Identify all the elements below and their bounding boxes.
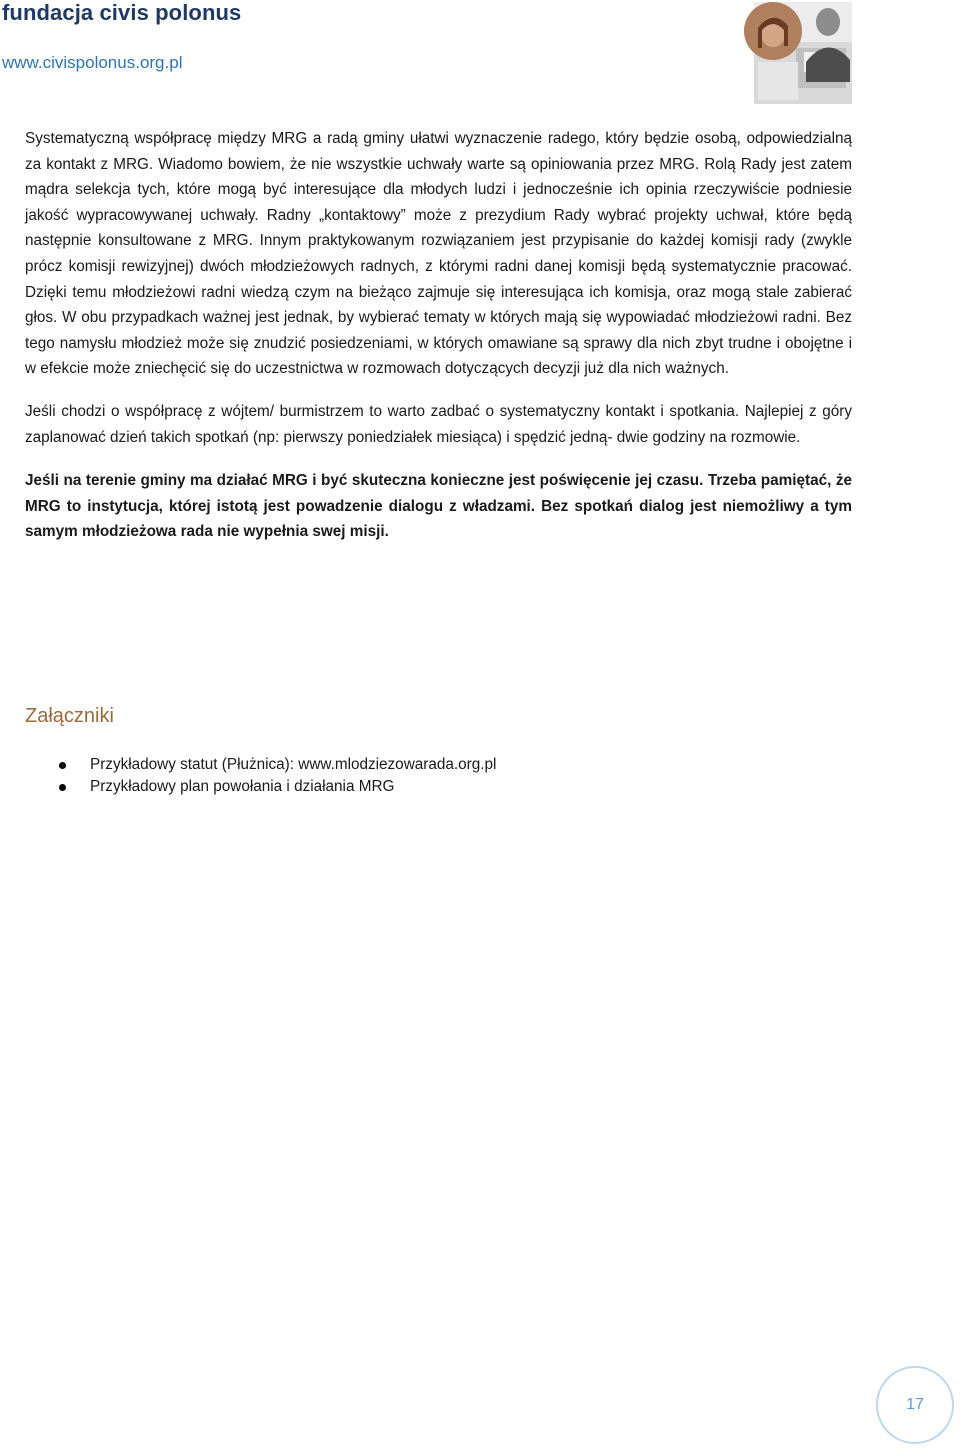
header-url-link[interactable]: www.civispolonus.org.pl xyxy=(2,53,183,72)
page-number: 17 xyxy=(906,1396,924,1413)
header-title: fundacja civis polonus xyxy=(2,0,242,25)
paragraph-1: Systematyczną współpracę między MRG a radą gminy ułatwi wyznaczenie radego, który będzie osobą, odpowiedzialną za kontakt z MRG. Wiadomo bowiem, że nie wszystkie uchwały warte są opiniowania przez MRG. Rolą Rady jest zatem mądra selekcja tych, które mogą być interesujące dla młodych ludzi i jednocześnie ich opinia rzeczywiście podniesie jakość wypracowywanej uchwały. Radny „kontaktowy” może z prezydium Rady wybrać projekty uchwał, które będą następnie konsultowane z MRG. Innym praktykowanym rozwiązaniem jest przypisanie do każdej komisji rady (zwykle prócz komisji rewizyjnej) dwóch młodzieżowych radnych, z którymi radni danej komisji będą systematycznie pracować. Dzięki temu młodzieżowi radni wiedzą czym na bieżąco zajmuje się interesująca ich komisja, oraz mogą stale zabierać głos. W obu przypadkach ważnej jest jednak, by wybierać tematy w których mają się wypowiadać młodzieżowi radni. Bez tego namysłu młodzież może się znudzić posiedzeniami, w których omawiane są sprawy dla nich zbyt trudne i obojętne i w efekcie może zniechęcić się do uczestnictwa w rozmowach dotyczących decyzji już dla nich ważnych. xyxy=(25,130,852,378)
attachments-list xyxy=(25,754,825,798)
list-item xyxy=(25,776,825,798)
list-item-text: Przykładowy plan powołania i działania MRG xyxy=(90,778,395,795)
list-item xyxy=(25,754,825,776)
bullet-icon xyxy=(59,762,66,769)
main-content xyxy=(25,126,852,545)
paragraph-2: Jeśli chodzi o współpracę z wójtem/ burmistrzem to warto zadbać o systematyczny kontakt i spotkania. Najlepiej z góry zaplanować dzień takich spotkań (np: pierwszy poniedziałek miesiąca) i spędzić jedną- dwie godziny na rozmowie. xyxy=(25,402,852,446)
header-photo xyxy=(744,2,852,104)
bullet-icon xyxy=(59,784,66,791)
paragraph-3: Jeśli na terenie gminy ma działać MRG i być skuteczna konieczne jest poświęcenie jej czasu. Trzeba pamiętać, że MRG to instytucja, której istotą jest powadzenie dialogu z władzami. Bez spotkań dialog jest niemożliwy a tym samym młodzieżowa rada nie wypełnia swej misji. xyxy=(25,472,852,541)
attachments-heading: Załączniki xyxy=(25,705,114,727)
page-number-badge xyxy=(876,1366,954,1444)
list-item-text: Przykładowy statut (Płużnica): www.mlodziezowarada.org.pl xyxy=(90,756,497,773)
